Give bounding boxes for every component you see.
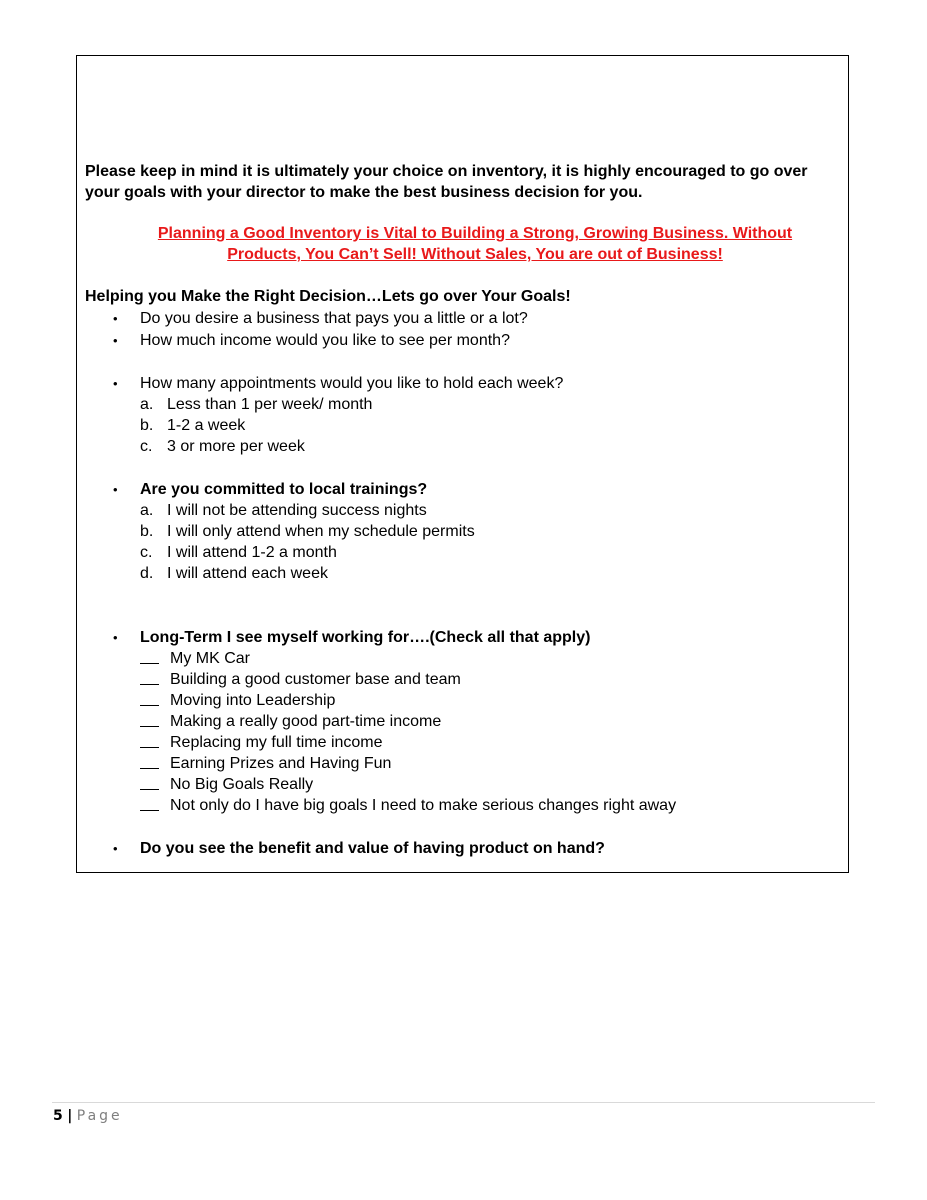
footer-divider bbox=[52, 1102, 875, 1103]
bullet-icon: • bbox=[113, 376, 118, 391]
checkbox-blank-line[interactable] bbox=[140, 768, 159, 769]
checkbox-blank-line[interactable] bbox=[140, 684, 159, 685]
page-number: 5 bbox=[53, 1108, 63, 1124]
inventory-warning-line-1: Planning a Good Inventory is Vital to Building a Strong, Growing Business. Without bbox=[157, 225, 793, 242]
option-text: 3 or more per week bbox=[167, 438, 305, 455]
checklist-item: Making a really good part-time income bbox=[170, 713, 442, 730]
checkbox-blank-line[interactable] bbox=[140, 705, 159, 706]
checklist-item: Not only do I have big goals I need to make serious changes right away bbox=[170, 797, 677, 814]
question-long-term-goals: Long-Term I see myself working for….(Check all that apply) bbox=[140, 629, 591, 646]
option-text: I will only attend when my schedule permits bbox=[167, 523, 475, 540]
bullet-icon: • bbox=[113, 841, 118, 856]
question-monthly-income: How much income would you like to see per month? bbox=[140, 332, 510, 349]
checklist-item: Replacing my full time income bbox=[170, 734, 383, 751]
checkbox-blank-line[interactable] bbox=[140, 663, 159, 664]
option-letter: b. bbox=[140, 417, 154, 434]
option-text: I will attend each week bbox=[167, 565, 328, 582]
checkbox-blank-line[interactable] bbox=[140, 789, 159, 790]
page-footer bbox=[53, 1107, 123, 1125]
question-product-on-hand: Do you see the benefit and value of having product on hand? bbox=[140, 840, 605, 857]
option-text: I will attend 1-2 a month bbox=[167, 544, 337, 561]
option-letter: b. bbox=[140, 523, 154, 540]
option-letter: c. bbox=[140, 544, 153, 561]
checkbox-blank-line[interactable] bbox=[140, 747, 159, 748]
option-text: Less than 1 per week/ month bbox=[167, 396, 373, 413]
option-letter: d. bbox=[140, 565, 154, 582]
intro-paragraph: Please keep in mind it is ultimately your choice on inventory, it is highly encouraged to go over your goals with your director to make the best business decision for you. bbox=[85, 163, 808, 201]
goals-heading: Helping you Make the Right Decision…Lets go over Your Goals! bbox=[85, 288, 571, 305]
bullet-icon: • bbox=[113, 630, 118, 645]
option-text: I will not be attending success nights bbox=[167, 502, 427, 519]
question-business-size: Do you desire a business that pays you a little or a lot? bbox=[140, 310, 528, 327]
checklist-item: Building a good customer base and team bbox=[170, 671, 461, 688]
option-letter: c. bbox=[140, 438, 153, 455]
option-letter: a. bbox=[140, 502, 154, 519]
inventory-warning bbox=[85, 223, 865, 265]
inventory-warning-line-2: Products, You Can’t Sell! Without Sales, You are out of Business! bbox=[227, 246, 723, 263]
option-text: 1-2 a week bbox=[167, 417, 246, 434]
bullet-icon: • bbox=[113, 311, 118, 326]
question-appointments: How many appointments would you like to hold each week? bbox=[140, 375, 564, 392]
bullet-icon: • bbox=[113, 482, 118, 497]
footer-separator: | bbox=[67, 1108, 73, 1124]
checklist-item: Earning Prizes and Having Fun bbox=[170, 755, 392, 772]
bullet-icon: • bbox=[113, 333, 118, 348]
checklist-item: No Big Goals Really bbox=[170, 776, 314, 793]
option-letter: a. bbox=[140, 396, 154, 413]
checklist-item: Moving into Leadership bbox=[170, 692, 336, 709]
checklist-item: My MK Car bbox=[170, 650, 250, 667]
page-label: Page bbox=[76, 1108, 123, 1124]
checkbox-blank-line[interactable] bbox=[140, 810, 159, 811]
question-local-trainings: Are you committed to local trainings? bbox=[140, 481, 428, 498]
checkbox-blank-line[interactable] bbox=[140, 726, 159, 727]
